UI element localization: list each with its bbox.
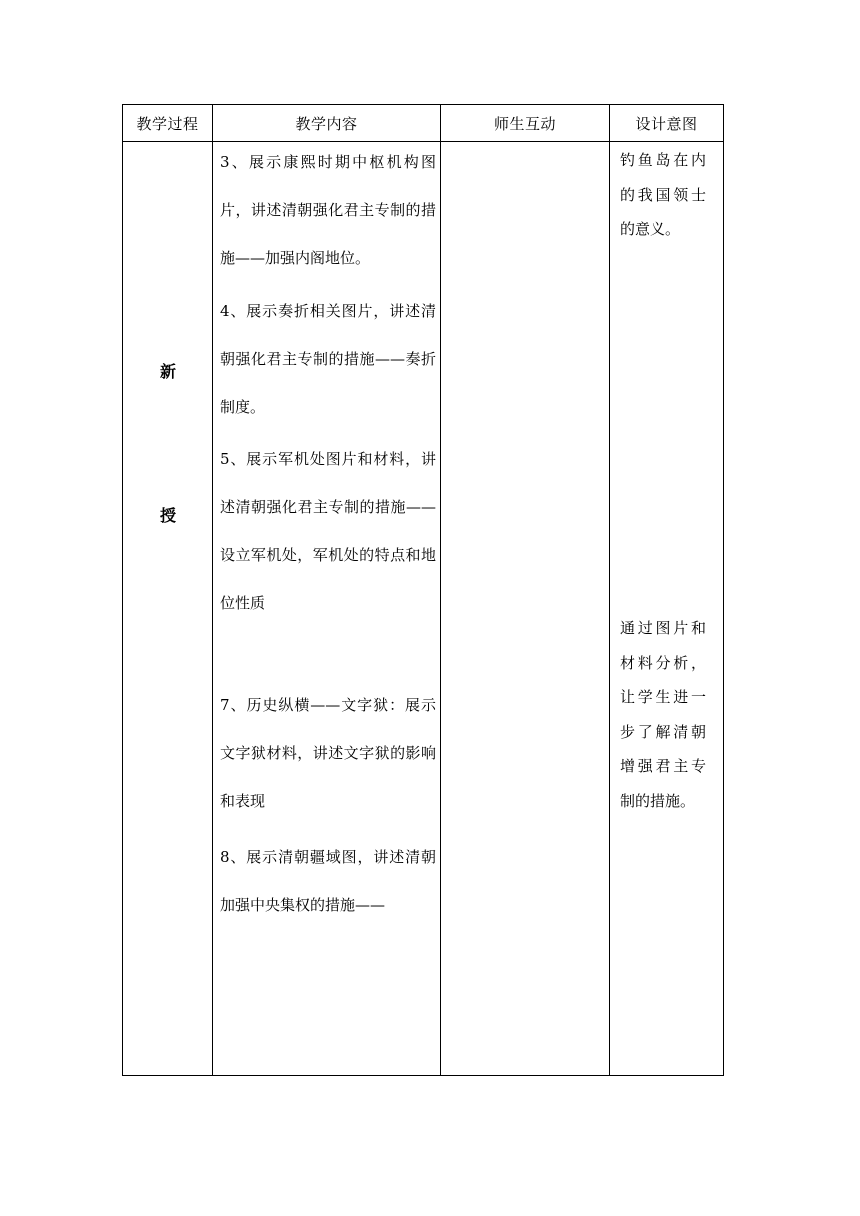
content-item-8: 8、展示清朝疆域图，讲述清朝加强中央集权的措施—— (220, 848, 436, 914)
header-interaction: 师生互动 (493, 114, 556, 133)
content-item-7: 7、历史纵横——文字狱：展示文字狱材料，讲述文字狱的影响和表现 (220, 696, 436, 810)
header-content: 教学内容 (295, 114, 358, 133)
intent-block-2: 通过图片和材料分析，让学生进一步了解清朝增强君主专制的措施。 (620, 619, 706, 810)
content-item-4: 4、展示奏折相关图片，讲述清朝强化君主专制的措施——奏折制度。 (220, 302, 436, 416)
column-divider-2 (440, 105, 441, 1075)
content-item-3: 3、展示康熙时期中枢机构图片，讲述清朝强化君主专制的措施——加强内阁地位。 (220, 153, 436, 267)
header-intent: 设计意图 (635, 114, 698, 133)
column-divider-3 (609, 105, 610, 1075)
content-item-5: 5、展示军机处图片和材料，讲述清朝强化君主专制的措施——设立军机处，军机处的特点和地位性质 (220, 450, 436, 612)
stage-label-char-1: 新 (159, 362, 176, 381)
lesson-plan-table (122, 104, 724, 1076)
column-divider-1 (212, 105, 213, 1075)
header-process: 教学过程 (136, 114, 199, 133)
intent-block-1: 钓鱼岛在内的我国领士的意义。 (620, 151, 706, 238)
stage-label-char-2: 授 (159, 506, 176, 525)
